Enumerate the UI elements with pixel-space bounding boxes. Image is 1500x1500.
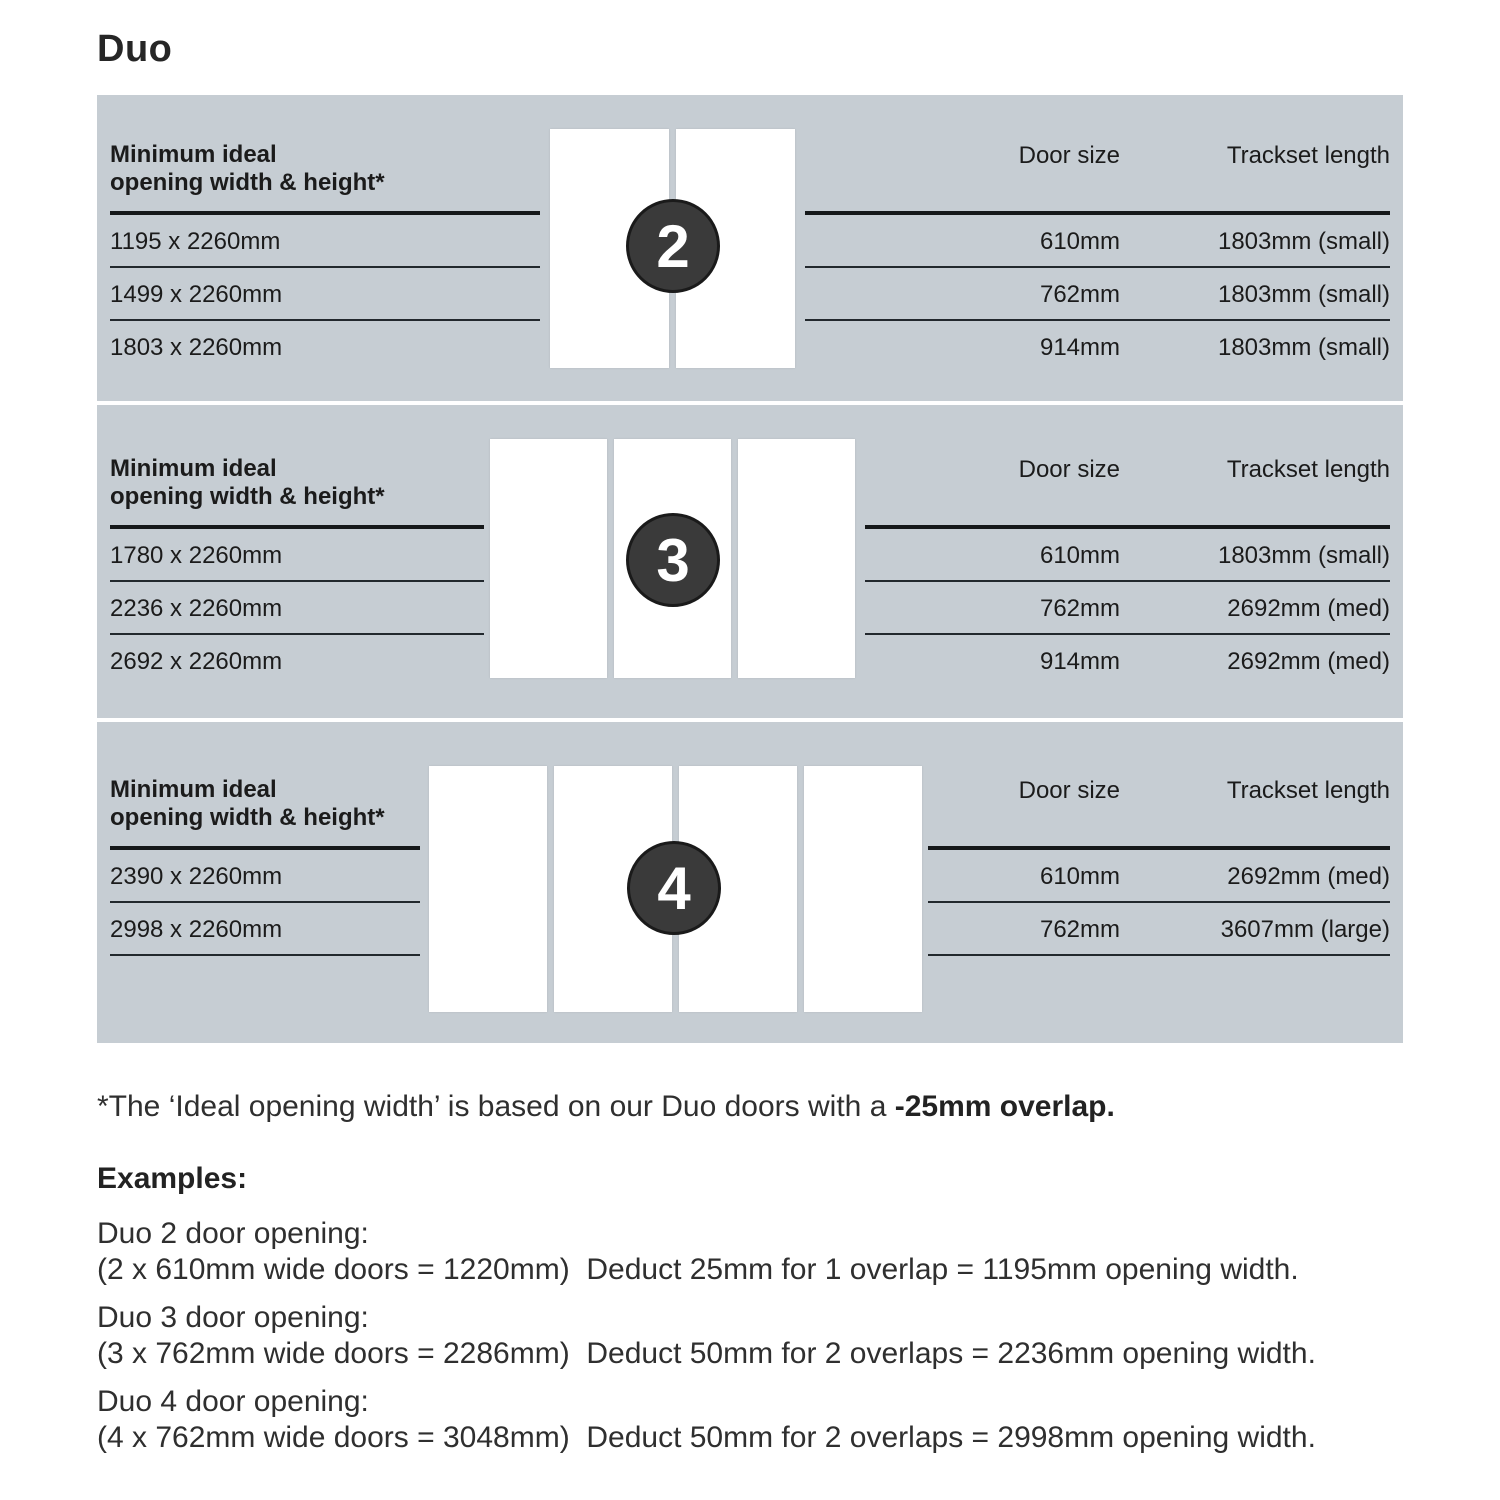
section-duo-3	[97, 405, 1403, 718]
table-row: 1803 x 2260mm	[110, 334, 283, 361]
table-row: 610mm 1803mm (small)	[805, 215, 1390, 268]
door-panel	[429, 766, 547, 1012]
table-row: 2998 x 2260mm	[110, 903, 420, 956]
table-row: 2390 x 2260mm	[110, 850, 420, 903]
door-count-badge: 4	[627, 841, 721, 935]
example-detail: (2 x 610mm wide doors = 1220mm) Deduct 25mm for 1 overlap = 1195mm opening width.	[97, 1253, 1299, 1286]
column-header-door-size: Door size	[1018, 142, 1120, 169]
door-panel	[490, 439, 607, 678]
examples-block	[97, 1162, 1316, 1468]
column-header-door-size: Door size	[1018, 456, 1120, 483]
opening-size-header: Minimum ideal opening width & height*	[110, 455, 484, 529]
opening-size-table-4	[110, 776, 420, 956]
column-header-trackset-length: Trackset length	[1226, 777, 1390, 804]
table-row: 2692 x 2260mm	[110, 648, 283, 675]
column-header-door-size: Door size	[1018, 777, 1120, 804]
section-duo-4	[97, 722, 1403, 1043]
table-row: 610mm 1803mm (small)	[865, 529, 1390, 582]
door-track-header	[865, 455, 1390, 529]
column-header-trackset-length: Trackset length	[1226, 456, 1390, 483]
examples-heading: Examples:	[97, 1162, 248, 1195]
door-track-header	[928, 776, 1390, 850]
opening-size-header: Minimum ideal opening width & height*	[110, 776, 420, 850]
table-row: 2236 x 2260mm	[110, 582, 484, 635]
section-duo-2	[97, 95, 1403, 401]
table-row: 762mm 1803mm (small)	[805, 268, 1390, 321]
door-track-header	[805, 141, 1390, 215]
opening-size-header: Minimum ideal opening width & height*	[110, 141, 540, 215]
table-row: 762mm 2692mm (med)	[865, 582, 1390, 635]
example-label: Duo 4 door opening:	[97, 1385, 369, 1418]
table-row: 914mm 1803mm (small)	[1039, 334, 1390, 361]
example-detail: (3 x 762mm wide doors = 2286mm) Deduct 50mm for 2 overlaps = 2236mm opening width.	[97, 1337, 1316, 1370]
opening-size-table-3	[110, 455, 484, 688]
table-row: 610mm 2692mm (med)	[928, 850, 1390, 903]
door-panel	[804, 766, 922, 1012]
footnote-text: *The ‘Ideal opening width’ is based on our Duo doors with a	[97, 1090, 895, 1123]
table-row: 1780 x 2260mm	[110, 529, 484, 582]
door-panel	[738, 439, 855, 678]
table-row: 762mm 3607mm (large)	[928, 903, 1390, 956]
table-row: 914mm 2692mm (med)	[1039, 648, 1390, 675]
opening-size-table-2	[110, 141, 540, 374]
door-count-badge: 2	[626, 199, 720, 293]
door-track-table-4	[928, 776, 1390, 956]
footnote-bold: -25mm overlap.	[894, 1090, 1115, 1123]
spec-panel	[97, 95, 1403, 1043]
footnote	[97, 1090, 1115, 1124]
example-label: Duo 2 door opening:	[97, 1217, 369, 1250]
page-title: Duo	[97, 28, 173, 70]
door-track-table-2	[805, 141, 1390, 374]
example-detail: (4 x 762mm wide doors = 3048mm) Deduct 50mm for 2 overlaps = 2998mm opening width.	[97, 1421, 1316, 1454]
table-row: 1499 x 2260mm	[110, 268, 540, 321]
table-row: 1195 x 2260mm	[110, 215, 540, 268]
door-track-table-3	[865, 455, 1390, 688]
door-count-badge: 3	[626, 513, 720, 607]
example-label: Duo 3 door opening:	[97, 1301, 369, 1334]
column-header-trackset-length: Trackset length	[1226, 142, 1390, 169]
